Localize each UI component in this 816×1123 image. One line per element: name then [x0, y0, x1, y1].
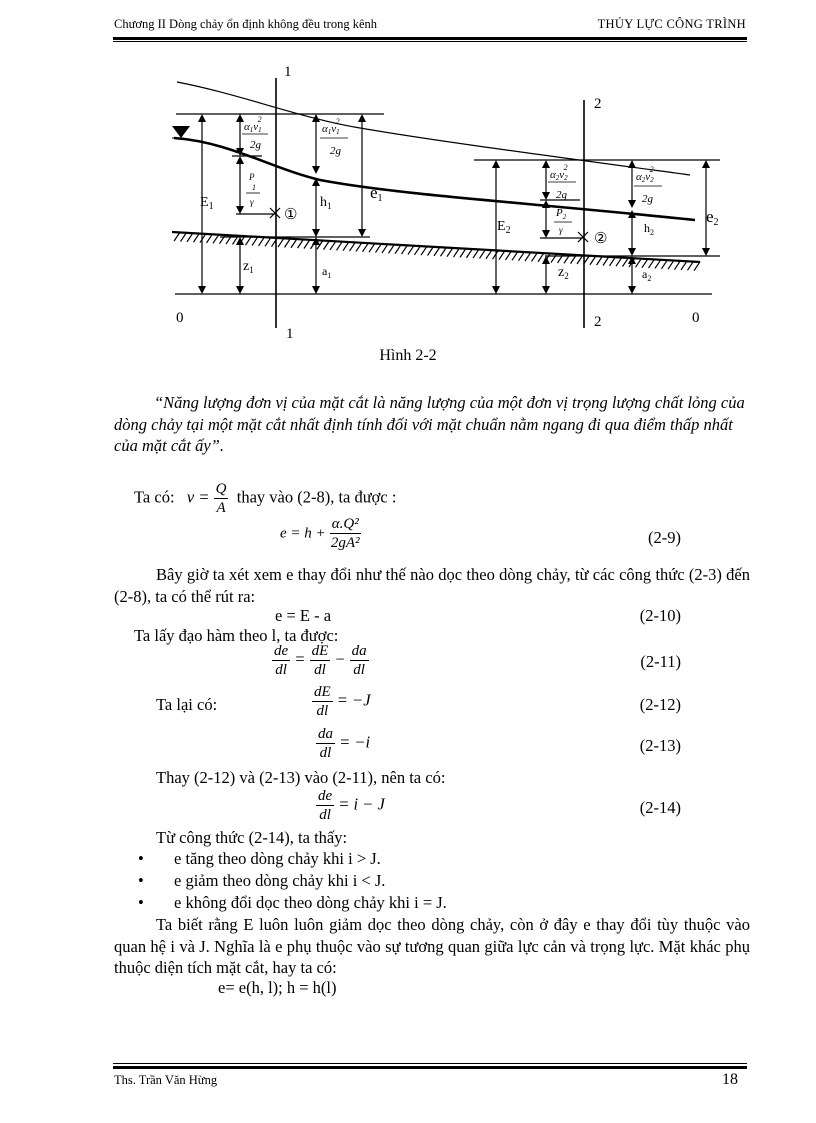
- bullet-item: e giảm theo dòng chảy khi i < J.: [174, 871, 386, 890]
- svg-text:P: P: [249, 172, 255, 182]
- header-book-title: THỦY LỰC CÔNG TRÌNH: [597, 17, 746, 31]
- hydraulic-diagram: [160, 55, 720, 340]
- eq-number-2-10: (2-10): [639, 606, 681, 625]
- paragraph-1: Bây giờ ta xét xem e thay đổi như thế nào dọc theo dòng chảy, từ các công thức (2-3) đến (2-8), ta có thể rút ra:: [114, 565, 750, 606]
- svg-text:2g: 2g: [250, 139, 261, 151]
- equation-2-11: $\frac{de}{dl}$ = $\frac{dE}{dl}$ − $\frac{da}{dl}$: [274, 643, 367, 678]
- label-a1: $a_1$: [322, 264, 332, 280]
- definition-quote: “Năng lượng đơn vị của mặt cắt là năng lượng của một đơn vị trọng lượng chất lỏng của dòng chảy tại một mặt cắt nhất định tính đối với mặt chuẩn nằm ngang đi qua điểm thấp nhất của mặt cắt ấy”.: [114, 393, 745, 455]
- label-h2: $h_2$: [644, 221, 654, 237]
- figure-caption: Hình 2-2: [379, 347, 437, 364]
- svg-text:P2: $P_2$: [556, 207, 567, 221]
- bullet-marker: •: [138, 893, 144, 912]
- label-z2: $z_2$: [558, 265, 569, 281]
- eq-number-2-14: (2-14): [639, 798, 681, 817]
- point-1-label: ①: [284, 207, 298, 223]
- svg-text:2g: 2g: [556, 189, 567, 201]
- bullet-item: e tăng theo dòng chảy khi i > J.: [174, 849, 381, 868]
- header-rule-thin: [113, 41, 747, 42]
- datum-label-left: 0: [176, 310, 184, 326]
- svg-text:α1v12: α1v12: [322, 117, 340, 136]
- label-E2: $E_2$: [497, 219, 511, 236]
- eq-number-2-12: (2-12): [639, 695, 681, 714]
- section-1-top-label: 1: [284, 64, 292, 80]
- final-relation: e= e(h, l); h = h(l): [218, 978, 337, 997]
- label-e2: e2: [706, 207, 719, 228]
- svg-text:α1v12: α1v12: [244, 115, 262, 134]
- bullet-item: e không đổi dọc theo dòng chảy khi i = J.: [174, 893, 447, 912]
- taco-line: Ta có: v = $\frac{Q}{A}$ thay vào (2-8), ta được :: [134, 481, 397, 516]
- footer-author: Ths. Trần Văn Hừng: [114, 1073, 218, 1087]
- header-rule: [113, 37, 747, 40]
- eq-number-2-9: (2-9): [648, 528, 681, 547]
- section-1-bottom-label: 1: [286, 326, 294, 340]
- header-chapter: Chương II Dòng chảy ổn định không đều trong kênh: [114, 17, 378, 31]
- label-h1: $h_1$: [320, 195, 332, 211]
- equation-2-14: $\frac{de}{dl}$ = i − J: [318, 788, 385, 823]
- svg-text:α2v22: α2v22: [550, 163, 568, 182]
- svg-text:2g: 2g: [642, 193, 653, 205]
- svg-text:γ: γ: [250, 197, 254, 207]
- equation-2-13: $\frac{da}{dl}$ = −i: [318, 726, 371, 761]
- substitution-line: Thay (2-12) và (2-13) vào (2-11), nên ta có:: [156, 768, 446, 787]
- datum-label-right: 0: [692, 310, 700, 326]
- bullet-marker: •: [138, 871, 144, 890]
- footer-rule-thin: [113, 1063, 747, 1064]
- page-number: 18: [722, 1071, 738, 1088]
- footer-rule: [113, 1066, 747, 1069]
- svg-text:α2v22: α2v22: [636, 165, 654, 184]
- talaico-label: Ta lại có:: [156, 695, 218, 714]
- label-z1: $z_1$: [243, 259, 254, 275]
- svg-text:1: 1: [252, 183, 256, 192]
- derivative-line: Ta lấy đạo hàm theo l, ta được:: [134, 626, 339, 645]
- label-E1: $E_1$: [200, 195, 214, 212]
- section-2-bottom-label: 2: [594, 314, 602, 330]
- equation-2-10: e = E - a: [275, 606, 332, 625]
- svg-text:2g: 2g: [330, 145, 341, 157]
- from-formula-line: Từ công thức (2-14), ta thấy:: [156, 828, 348, 847]
- equation-2-9: e = h + $\frac{\text{α.Q²}}{\text{2gA²}}$: [280, 516, 360, 551]
- svg-text:γ: γ: [559, 225, 563, 235]
- eq-number-2-11: (2-11): [640, 652, 681, 671]
- equation-2-12: $\frac{dE}{dl}$ = −J: [314, 684, 371, 719]
- label-a2: $a_2$: [642, 267, 652, 283]
- eq-number-2-13: (2-13): [639, 736, 681, 755]
- paragraph-2: Ta biết rằng E luôn luôn giảm dọc theo dòng chảy, còn ở đây e thay đổi tùy thuộc vào quan hệ i và J. Nghĩa là e phụ thuộc vào sự tương quan giữa lực cản và trọng lực. Mặt khác phụ thuộc diện tích mặt cắt, hay ta có:: [114, 915, 750, 977]
- point-2-label: ②: [594, 231, 608, 247]
- water-surface-icon: [172, 126, 190, 138]
- bullet-marker: •: [138, 849, 144, 868]
- section-2-top-label: 2: [594, 96, 602, 112]
- label-e1: e1: [370, 183, 383, 204]
